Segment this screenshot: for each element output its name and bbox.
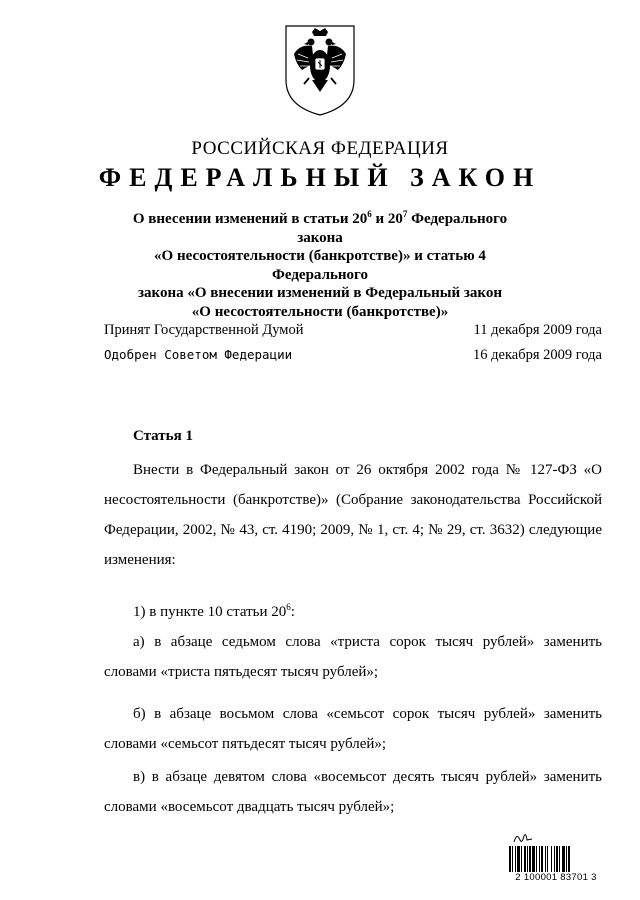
subject-line4: «О несостоятельности (банкротстве)» — [191, 303, 449, 320]
subject-superscript-1: 6 — [367, 209, 372, 219]
article-heading: Статья 1 — [133, 428, 193, 444]
item-1-paragraph — [104, 597, 602, 627]
council-approval-date: 16 декабря 2009 года — [473, 347, 602, 363]
subject-line3: закона «О внесении изменений в Федеральный закон — [138, 285, 502, 301]
council-approval-label: Одобрен Советом Федерации — [104, 347, 293, 362]
duma-adoption-date: 11 декабря 2009 года — [473, 322, 602, 338]
article-intro-paragraph: Внести в Федеральный закон от 26 октября 2002 года № 127-ФЗ «О несостоятельности (банкротстве)» (Собрание законодательства Российской Федерации, 2002, № 43, ст. 4190; 2009, № 1, ст. 4; № 29, ст. 3632) следующие изменения: — [104, 462, 602, 568]
subitem-c-paragraph: в) в абзаце девятом слова «восемьсот десять тысяч рублей» заменить словами «восемьсот двадцать тысяч рублей»; — [104, 769, 602, 815]
item-1-superscript: 6 — [286, 602, 291, 612]
subitem-a-paragraph: а) в абзаце седьмом слова «триста сорок тысяч рублей» заменить словами «триста пятьдесят тысяч рублей»; — [104, 634, 602, 680]
subject-line2: «О несостоятельности (банкротстве)» и статью 4 Федерального — [154, 248, 486, 283]
country-title: РОССИЙСКАЯ ФЕДЕРАЦИЯ — [191, 138, 449, 159]
duma-adoption-label: Принят Государственной Думой — [104, 322, 304, 338]
subject-line1-part2: и 20 — [371, 211, 403, 227]
subject-line1-part1: О внесении изменений в статьи 20 — [132, 211, 368, 227]
barcode-number: 2 100001 83701 3 — [515, 872, 597, 883]
item-1-colon: : — [290, 604, 295, 620]
subject-superscript-2: 7 — [402, 209, 408, 219]
barcode-icon — [508, 846, 604, 872]
handwritten-signature-icon — [512, 830, 534, 846]
subject-line1-part3: Федерального закона — [297, 211, 508, 246]
item-1-text: 1) в пункте 10 статьи 20 — [133, 604, 287, 620]
duma-adoption-row — [104, 322, 602, 339]
council-approval-row — [104, 347, 602, 364]
coat-of-arms-icon — [282, 22, 358, 118]
law-subject-title — [110, 205, 530, 321]
subitem-b-paragraph: б) в абзаце восьмом слова «семьсот сорок тысяч рублей» заменить словами «семьсот пятьдесят тысяч рублей»; — [104, 706, 602, 752]
document-type-title: ФЕДЕРАЛЬНЫЙ ЗАКОН — [98, 163, 542, 192]
